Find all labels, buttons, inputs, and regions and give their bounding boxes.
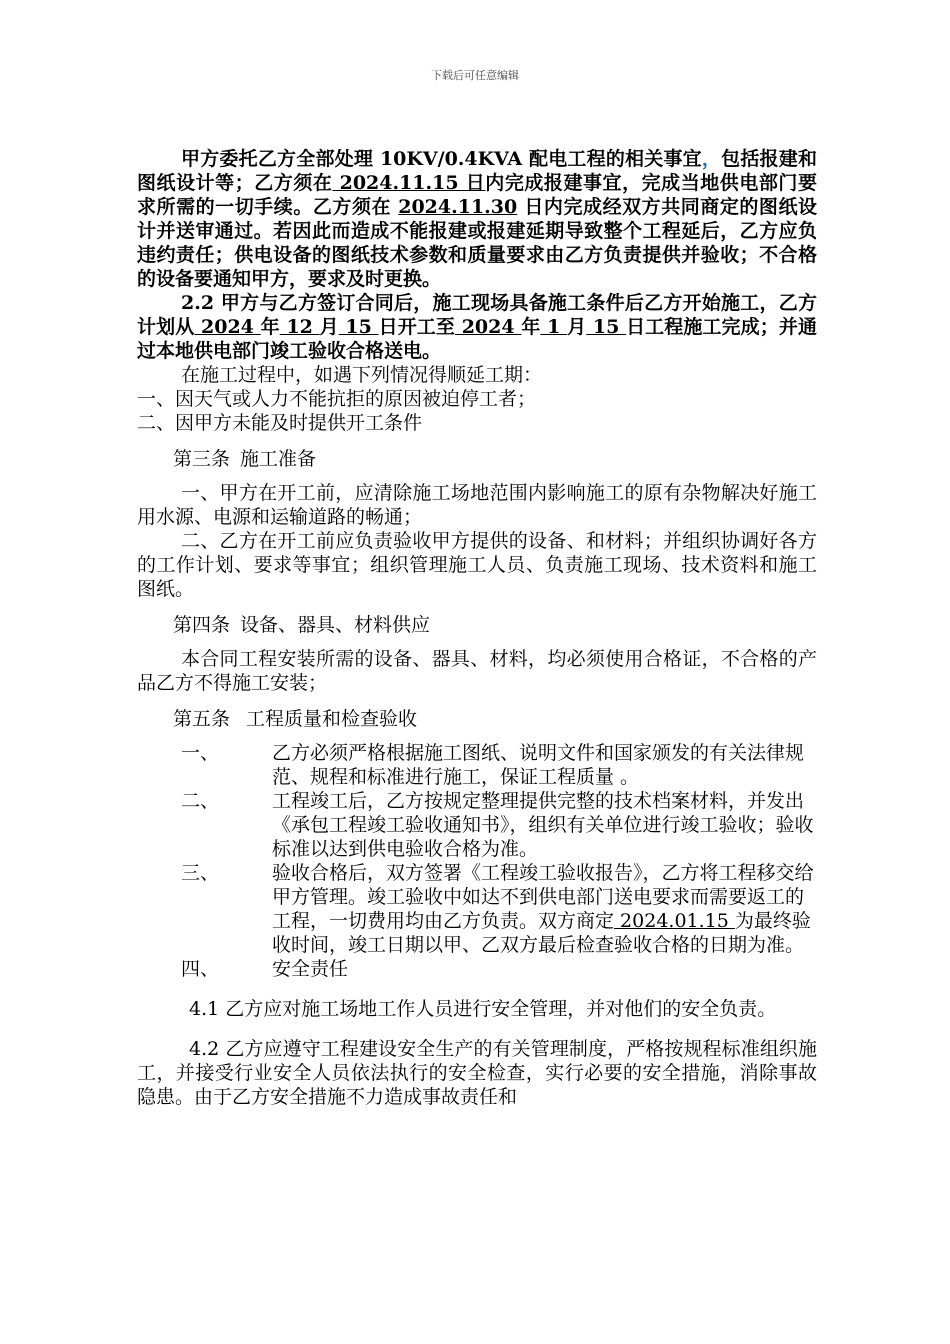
text-run: 内完成报建事宜，完成当地供电部门要求所需的一切手续。乙方须在	[137, 172, 817, 218]
paragraph-2-2-schedule	[137, 291, 817, 363]
start-year: 2024	[194, 316, 261, 338]
text-run: 月	[319, 316, 339, 338]
text-run: 日工程施工完成；并通过本地供电部门竣工验收合格送电。	[137, 316, 817, 362]
paragraph-supply: 本合同工程安装所需的设备、器具、材料，均必须使用合格证，不合格的产品乙方不得施工安装；	[137, 648, 817, 694]
paragraph-prep-2: 二、乙方在开工前应负责验收甲方提供的设备、和材料；并组织协调好各方的工作计划、要求等事宜；组织管理施工人员、负责施工现场、技术资料和施工图纸。	[137, 530, 817, 600]
list-text: 安全责任	[272, 958, 349, 980]
paragraph-extension-1: 一、因天气或人力不能抗拒的原因被迫停工者；	[137, 388, 537, 410]
list-text: 工程竣工后，乙方按规定整理提供完整的技术档案材料，并发出《承包工程竣工验收通知书》，组织有关单位进行竣工验收；验收标准以达到供电验收合格为准。	[272, 790, 814, 860]
section-number: 第四条	[173, 614, 231, 636]
page-header: 下载后可任意编辑	[431, 69, 519, 82]
text-run: 2.2 甲方与乙方签订合同后，施工现场具备施工条件后乙方开始施工，乙方计划从	[137, 292, 817, 338]
section-4-heading	[137, 613, 817, 637]
list-number: 三、	[181, 862, 220, 884]
start-month: 12	[279, 316, 320, 338]
end-month: 1	[540, 316, 568, 338]
final-acceptance-date: 2024.01.15	[614, 910, 735, 932]
start-day: 15	[338, 316, 379, 338]
text-run: 日内完成经双方共同商定的图纸设计并送审通过。若因此而造成不能报建或报建延期导致整个工程延后，乙方应负违约责任；供电设备的图纸技术参数和质量要求由乙方负责提供并验收；不合格的设备要通知甲方，要求及时更换。	[137, 196, 817, 290]
text-run: 包括报建和图纸设计等；乙方须在	[137, 148, 817, 194]
filing-deadline-date: 2024.11.15 日	[332, 172, 486, 194]
end-year: 2024	[455, 316, 522, 338]
section-title: 设备、器具、材料供应	[240, 614, 431, 636]
section-3-heading	[137, 447, 817, 471]
section-title: 工程质量和检查验收	[246, 708, 418, 730]
paragraph-safety-4-1: 4.1 乙方应对施工场地工作人员进行安全管理，并对他们的安全负责。	[189, 998, 777, 1020]
paragraph-prep-1: 一、甲方在开工前，应清除施工场地范围内影响施工的原有杂物解决好施工用水源、电源和运输道路的畅通；	[137, 482, 817, 528]
paragraph-extension-2: 二、因甲方未能及时提供开工条件	[137, 412, 423, 434]
list-item-safety-heading	[137, 957, 817, 981]
list-number: 四、	[181, 958, 220, 980]
text-run: 验收合格后，双方签署《工程竣工验收报告》，乙方将工程移交给甲方管理。竣工验收中如达不到供电部门送电要求而需要返工的工程，一切费用均由乙方负责。双方商定	[272, 862, 814, 932]
list-item	[137, 861, 817, 957]
text-run: 日开工至	[378, 316, 455, 338]
list-text: 乙方必须严格根据施工图纸、说明文件和国家颁发的有关法律规范、规程和标准进行施工，保证工程质量 。	[272, 742, 805, 788]
list-item	[137, 789, 817, 861]
section-title: 施工准备	[240, 448, 317, 470]
list-number: 一、	[181, 742, 220, 764]
text-run: 年	[521, 316, 541, 338]
section-number: 第三条	[173, 448, 231, 470]
list-number: 二、	[181, 790, 220, 812]
accent-comma: ，	[701, 148, 722, 170]
paragraph-delegation	[137, 147, 817, 291]
text-run: 月	[567, 316, 587, 338]
end-day: 15	[586, 316, 627, 338]
section-5-heading	[137, 707, 817, 731]
document-body	[137, 147, 817, 1109]
text-run: 年	[260, 316, 280, 338]
paragraph-safety-4-2: 4.2 乙方应遵守工程建设安全生产的有关管理制度，严格按规程标准组织施工，并接受行业安全人员依法执行的安全检查，实行必要的安全措施，消除事故隐患。由于乙方安全措施不力造成事故责任和	[137, 1038, 817, 1108]
list-text	[272, 861, 817, 957]
text-run: 甲方委托乙方全部处理 10KV/0.4KVA 配电工程的相关事宜	[181, 148, 702, 170]
design-deadline-date: 2024.11.30	[398, 196, 518, 218]
list-item	[137, 741, 817, 789]
text-run: 为最终验收时间，竣工日期以甲、乙双方最后检查验收合格的日期为准。	[272, 910, 811, 956]
section-number: 第五条	[173, 708, 231, 730]
paragraph-extension-intro: 在施工过程中，如遇下列情况得顺延工期：	[181, 364, 543, 386]
